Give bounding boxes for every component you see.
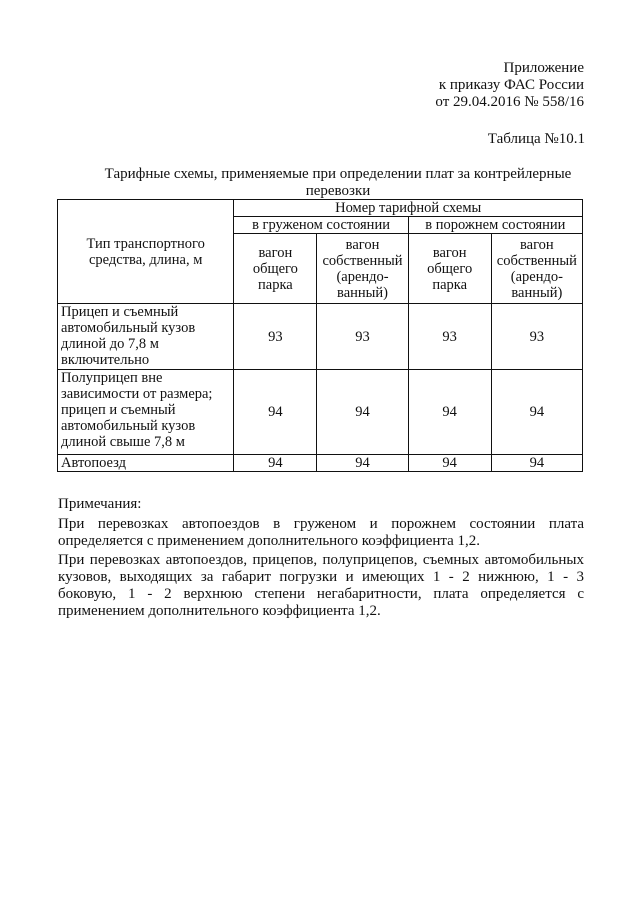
tariff-value-cell: 94: [317, 370, 408, 455]
tariff-value-cell: 94: [491, 455, 582, 472]
note-paragraph: При перевозках автопоездов в груженом и порожнем состоянии плата определяется с применением дополнительного коэффициента 1,2.: [58, 516, 584, 549]
vehicle-type-cell: Автопоезд: [58, 455, 234, 472]
vehicle-type-cell: Полуприцеп вне зависимости от размера; прицеп и съемный автомобильный кузов длиной свыше 7,8 м: [58, 370, 234, 455]
tariff-value-cell: 93: [234, 304, 317, 370]
tariff-table: [57, 199, 583, 472]
table-number: Таблица №10.1: [487, 131, 585, 147]
tariff-value-cell: 93: [317, 304, 408, 370]
table-row: [58, 370, 583, 455]
tariff-value-cell: 94: [234, 455, 317, 472]
tariff-value-cell: 93: [491, 304, 582, 370]
vehicle-type-cell: Прицеп и съемный автомобильный кузов длиной до 7,8 м включительно: [58, 304, 234, 370]
tariff-value-cell: 94: [234, 370, 317, 455]
appendix-label: Приложение: [503, 60, 584, 76]
note-paragraph: При перевозках автопоездов, прицепов, полуприцепов, съемных автомобильных кузовов, выходящих за габарит погрузки и имеющих 1 - 2 нижнюю, 1 - 3 боковую, 1 - 2 верхнюю степени негабаритности, плата определяется с применением дополнительного коэффициента 1,2.: [58, 552, 584, 619]
empty-state-header: в порожнем состоянии: [408, 217, 582, 234]
appendix-header: [364, 60, 584, 111]
empty-common-wagon-header: вагон общего парка: [408, 234, 491, 304]
tariff-value-cell: 94: [317, 455, 408, 472]
loaded-state-header: в груженом состоянии: [234, 217, 408, 234]
notes-title: Примечания:: [58, 496, 142, 512]
tariff-value-cell: 93: [408, 304, 491, 370]
loaded-own-wagon-header: вагон собственный (арендо- ванный): [317, 234, 408, 304]
notes-section: [58, 496, 584, 622]
tariff-value-cell: 94: [408, 370, 491, 455]
document-title: Тарифные схемы, применяемые при определении плат за контрейлерные перевозки: [104, 166, 572, 199]
order-date-number: от 29.04.2016 № 558/16: [435, 94, 584, 110]
empty-own-wagon-header: вагон собственный (арендо- ванный): [491, 234, 582, 304]
tariff-value-cell: 94: [408, 455, 491, 472]
table-row: [58, 304, 583, 370]
tariff-scheme-header: Номер тарифной схемы: [234, 200, 583, 217]
tariff-value-cell: 94: [491, 370, 582, 455]
loaded-common-wagon-header: вагон общего парка: [234, 234, 317, 304]
table-row: [58, 455, 583, 472]
order-reference: к приказу ФАС России: [438, 77, 584, 93]
vehicle-type-header: Тип транспортного средства, длина, м: [58, 200, 234, 304]
